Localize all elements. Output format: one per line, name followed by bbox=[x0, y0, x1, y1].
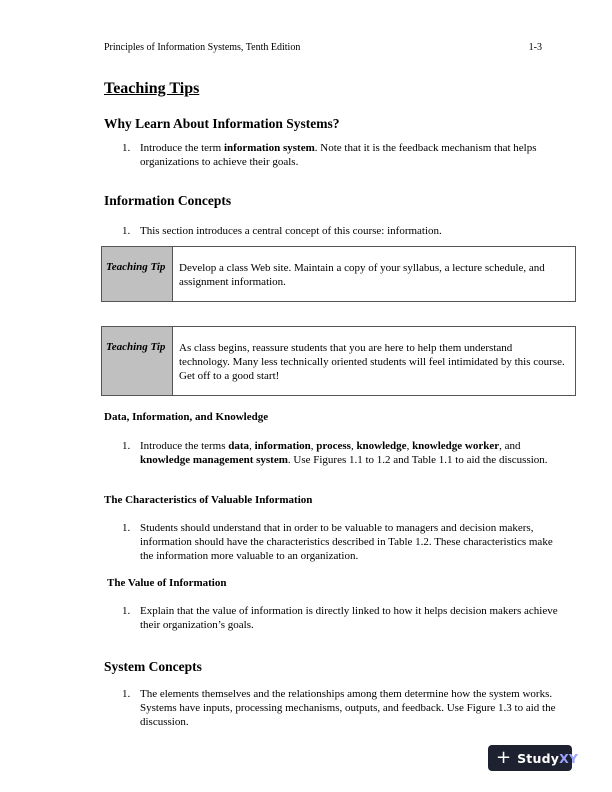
item-text: Introduce the terms data, information, process, knowledge, knowledge worker, and knowledge management system. Use Figures 1.1 to 1.2 and Table 1.1 to aid the discussion. bbox=[140, 440, 548, 466]
book-title: Principles of Information Systems, Tenth Edition bbox=[104, 42, 301, 53]
heading-system-concepts: System Concepts bbox=[104, 659, 202, 674]
studyxy-badge[interactable] bbox=[488, 745, 579, 771]
item-text: The elements themselves and the relationships among them determine how the system works. Systems have inputs, processing mechanisms, outputs, and feedback. Use Figure 1.3 to aid the discussion. bbox=[140, 688, 556, 728]
heading-value-of-information: The Value of Information bbox=[107, 577, 227, 589]
heading-data-information-knowledge: Data, Information, and Knowledge bbox=[104, 411, 269, 423]
item-text: This section introduces a central concept of this course: information. bbox=[140, 225, 442, 237]
item-number: 1. bbox=[122, 440, 131, 452]
teaching-tip-box bbox=[101, 326, 576, 396]
heading-characteristics: The Characteristics of Valuable Information bbox=[104, 494, 313, 506]
item-number: 1. bbox=[122, 142, 131, 154]
item-number: 1. bbox=[122, 225, 131, 237]
item-number: 1. bbox=[122, 605, 131, 617]
heading-information-concepts: Information Concepts bbox=[104, 193, 232, 208]
item-text: Students should understand that in order to be valuable to managers and decision makers, information should have the characteristics described in Table 1.2. These characteristics make the information more valuable to an organization. bbox=[140, 522, 553, 562]
item-text: Explain that the value of information is directly linked to how it helps decision makers achieve their organization’s goals. bbox=[140, 605, 558, 631]
plus-icon: + bbox=[496, 747, 512, 768]
item-number: 1. bbox=[122, 688, 131, 700]
main-heading: Teaching Tips bbox=[104, 80, 200, 97]
teaching-tip-label: Teaching Tip bbox=[102, 247, 173, 301]
item-text: Introduce the term information system. Note that it is the feedback mechanism that helps organizations to achieve their goals. bbox=[140, 142, 537, 168]
brand-name: StudyXY bbox=[517, 750, 579, 766]
teaching-tip-label: Teaching Tip bbox=[102, 327, 173, 395]
teaching-tip-box bbox=[101, 246, 576, 302]
item-number: 1. bbox=[122, 522, 131, 534]
heading-why-learn: Why Learn About Information Systems? bbox=[104, 116, 340, 131]
page-number: 1-3 bbox=[528, 42, 542, 53]
teaching-tip-text: Develop a class Web site. Maintain a copy of your syllabus, a lecture schedule, and assignment information. bbox=[179, 262, 545, 288]
teaching-tip-text: As class begins, reassure students that you are here to help them understand technology. Many less technically oriented students will feel intimidated by this course. Get off to a good start! bbox=[179, 342, 565, 382]
running-header bbox=[104, 42, 542, 56]
